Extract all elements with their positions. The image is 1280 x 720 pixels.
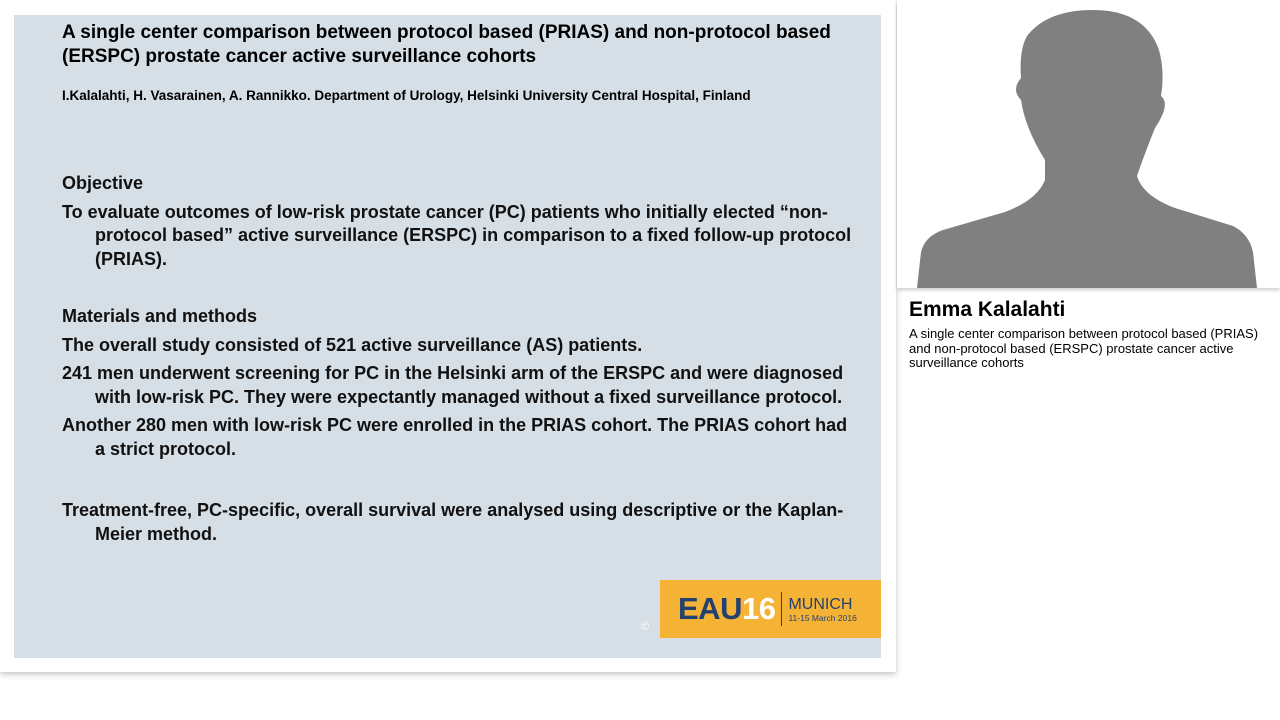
logo-city: MUNICH [788,595,853,613]
analysis-text: Treatment-free, PC-specific, overall survival were analysed using descriptive or the Kaplan-Meier method. [62,500,844,544]
eau16-logo [660,580,881,638]
objective-text: To evaluate outcomes of low-risk prostate cancer (PC) patients who initially elected “non-protocol based” active surveillance (ERSPC) in comparison to a fixed follow-up protocol (PRIAS). [62,201,852,269]
methods-item: Another 280 men with low-risk PC were enrolled in the PRIAS cohort. The PRIAS cohort had a strict protocol. [62,415,848,459]
logo-divider [781,592,782,626]
slide-title: A single center comparison between protocol based (PRIAS) and non-protocol based (ERSPC) prostate cancer active surveillance cohorts [62,22,831,67]
person-silhouette-icon [897,0,1280,288]
slide-authors: I.Kalalahti, H. Vasarainen, A. Rannikko. Department of Urology, Helsinki University Central Hospital, Finland [62,88,751,103]
methods-item: 241 men underwent screening for PC in the Helsinki arm of the ERSPC and were diagnosed with low-risk PC. They were expectantly managed without a fixed surveillance protocol. [62,363,844,407]
copyright-mark: © [641,621,650,633]
slide-body [62,172,852,551]
speaker-talk-title: A single center comparison between protocol based (PRIAS) and non-protocol based (ERSPC) prostate cancer active surveillance cohorts [909,326,1259,370]
logo-city-block [788,596,856,623]
logo-dates: 11-15 March 2016 [788,612,857,623]
methods-heading: Materials and methods [62,306,258,326]
objective-heading: Objective [62,173,144,193]
speaker-photo [897,0,1280,288]
methods-item: The overall study consisted of 521 active surveillance (AS) patients. [62,334,643,355]
speaker-name: Emma Kalalahti [909,298,1066,321]
logo-brand: EAU16 [678,591,776,626]
presentation-slide [14,15,881,658]
